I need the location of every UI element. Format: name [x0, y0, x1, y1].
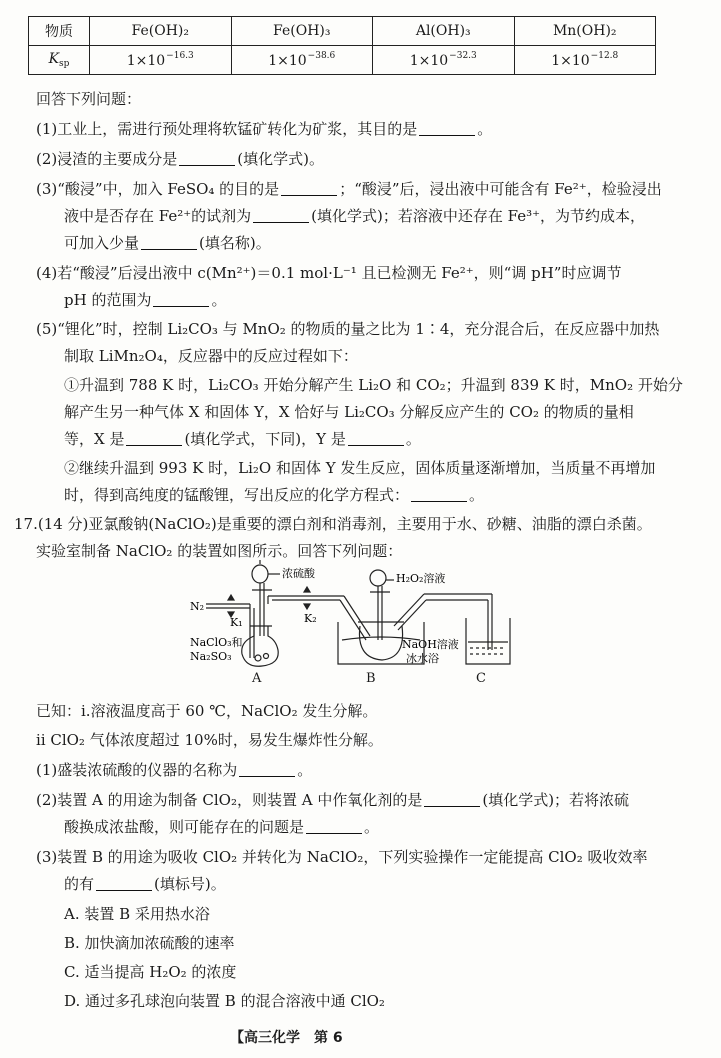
q16-part5-line1: (5)“锂化”时，控制 Li₂CO₃ 与 MnO₂ 的物质的量之比为 1∶4，充分混合后，在反应器中加热 [36, 320, 660, 338]
option-d[interactable]: D. 通过多孔球泡向装置 B 的混合溶液中通 ClO₂ [64, 992, 385, 1010]
q16-part3-line2: 液中是否存在 Fe²⁺的试剂为 (填化学式)；若溶液中还存在 Fe³⁺，为节约成本， [64, 207, 646, 225]
table-header-cell: 物质 [29, 17, 90, 46]
q16-part5-step1-line3: 等，X 是 (填化学式，下同)，Y 是 。 [64, 430, 421, 448]
q17-line1: 17.(14 分)亚氯酸钠(NaClO₂)是重要的漂白剂和消毒剂，主要用于水、砂糖、油脂的漂白杀菌。 [14, 515, 652, 533]
q16-part5-step1-line2: 解产生另一种气体 X 和固体 Y，X 恰好与 Li₂CO₃ 分解反应产生的 CO₂ 的物质的量相 [64, 403, 634, 421]
k2-clamp-icon [304, 587, 310, 609]
q17-known-2: ⅱ ClO₂ 气体浓度超过 10%时，易发生爆炸性分解。 [36, 731, 383, 749]
answer-blank[interactable] [126, 430, 182, 446]
ksp-table [28, 16, 656, 75]
label-k2: K₂ [304, 612, 317, 625]
table-row [29, 46, 656, 75]
answer-blank[interactable] [253, 207, 309, 223]
q16-part5-step2-line2: 时，得到高纯度的锰酸锂，写出反应的化学方程式： 。 [64, 486, 485, 504]
dropping-funnel-icon [252, 565, 268, 583]
q16-part1: (1)工业上，需进行预处理将软锰矿转化为矿浆，其目的是 。 [36, 120, 493, 138]
q16-part3-line1: (3)“酸浸”中，加入 FeSO₄ 的目的是 ；“酸浸”后，浸出液中可能含有 Fe²⁺，检验浸出 [36, 180, 662, 198]
answer-blank[interactable] [419, 120, 475, 136]
label-apparatus-b: B [366, 671, 376, 686]
answer-blank[interactable] [96, 875, 152, 891]
q16-part2: (2)浸渣的主要成分是 (填化学式)。 [36, 150, 324, 168]
label-apparatus-c: C [476, 671, 486, 686]
q17-line2: 实验室制备 NaClO₂ 的装置如图所示。回答下列问题： [36, 542, 403, 560]
q17-sub3-line2: 的有 (填标号)。 [64, 875, 226, 893]
label-reagent-a1: NaClO₃和 [190, 636, 243, 649]
q16-part4-line2: pH 的范围为 。 [64, 291, 227, 309]
flask-b-icon [359, 626, 402, 660]
answer-blank[interactable] [141, 234, 197, 250]
q16-part3-line3: 可加入少量 (填名称)。 [64, 234, 271, 252]
table-cell: $1\times 10^{-16.3}$ [90, 46, 232, 75]
answer-blank[interactable] [239, 761, 295, 777]
q17-known-1: 已知：ⅰ.溶液温度高于 60 ℃，NaClO₂ 发生分解。 [36, 702, 378, 720]
label-reagent-a2: Na₂SO₃ [190, 650, 232, 663]
q16-part5-step2-line1: ②继续升温到 993 K 时，Li₂O 和固体 Y 发生反应，固体质量逐渐增加，当质量不再增加 [64, 459, 656, 477]
page-footer: 【高三化学 第 6 [230, 1030, 343, 1046]
answer-blank[interactable] [424, 791, 480, 807]
answer-blank[interactable] [306, 818, 362, 834]
answer-blank[interactable] [348, 430, 404, 446]
table-header-cell: $K_{sp}$ [29, 46, 90, 75]
table-cell: $1\times 10^{-38.6}$ [231, 46, 373, 75]
answer-blank[interactable] [281, 180, 337, 196]
apparatus-diagram [188, 560, 518, 670]
q16-intro: 回答下列问题： [36, 90, 142, 108]
option-a[interactable]: A. 装置 B 采用热水浴 [64, 905, 210, 923]
answer-blank[interactable] [179, 150, 235, 166]
option-c[interactable]: C. 适当提高 H₂O₂ 的浓度 [64, 963, 237, 981]
k1-clamp-icon [228, 595, 234, 617]
label-k1: K₁ [230, 616, 243, 629]
table-cell: Al(OH)₃ [373, 17, 515, 46]
q17-sub1: (1)盛装浓硫酸的仪器的名称为 。 [36, 761, 313, 779]
answer-blank[interactable] [411, 486, 467, 502]
q17-sub3-line1: (3)装置 B 的用途为吸收 ClO₂ 并转化为 NaClO₂，下列实验操作一定能提高 ClO₂ 吸收效率 [36, 848, 648, 866]
q16-part5-line2: 制取 LiMn₂O₄，反应器中的反应过程如下： [64, 347, 358, 365]
label-ice-bath: 冰水浴 [406, 652, 439, 665]
table-row [29, 17, 656, 46]
q16-part5-step1-line1: ①升温到 788 K 时，Li₂CO₃ 开始分解产生 Li₂O 和 CO₂；升温到 839 K 时，MnO₂ 开始分 [64, 376, 683, 394]
label-apparatus-a: A [252, 671, 262, 686]
table-cell: Fe(OH)₂ [90, 17, 232, 46]
q17-sub2-line1: (2)装置 A 的用途为制备 ClO₂，则装置 A 中作氧化剂的是 (填化学式)；若将浓硫 [36, 791, 630, 809]
label-conc-h2so4: 浓硫酸 [282, 567, 315, 580]
label-h2o2: H₂O₂溶液 [396, 572, 446, 585]
q17-sub2-line2: 酸换成浓盐酸，则可能存在的问题是 。 [64, 818, 380, 836]
label-n2: N₂ [190, 600, 205, 613]
table-cell: $1\times 10^{-12.8}$ [514, 46, 656, 75]
q16-part4-line1: (4)若“酸浸”后浸出液中 c(Mn²⁺)＝0.1 mol·L⁻¹ 且已检测无 Fe²⁺，则“调 pH”时应调节 [36, 264, 622, 282]
option-b[interactable]: B. 加快滴加浓硫酸的速率 [64, 934, 235, 952]
table-cell: Fe(OH)₃ [231, 17, 373, 46]
label-naoh: NaOH溶液 [402, 638, 459, 651]
table-cell: $1\times 10^{-32.3}$ [373, 46, 515, 75]
answer-blank[interactable] [153, 291, 209, 307]
table-cell: Mn(OH)₂ [514, 17, 656, 46]
